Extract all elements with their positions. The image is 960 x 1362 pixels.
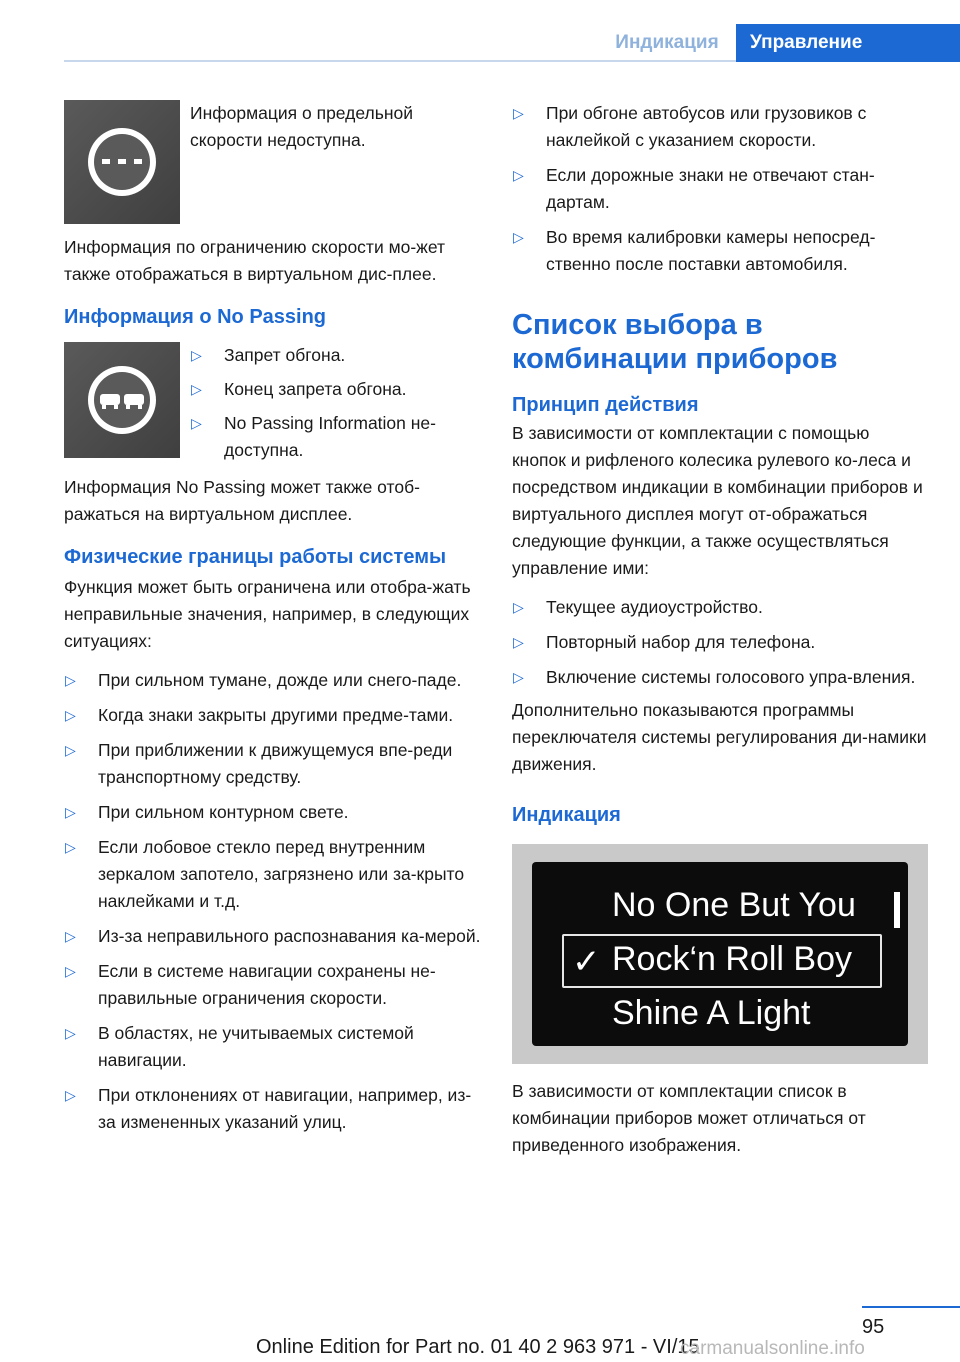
no-passing-icon bbox=[64, 342, 180, 458]
right-column bbox=[512, 100, 928, 1159]
bullet-triangle-icon: ▷ bbox=[65, 1025, 76, 1041]
scrollbar-indicator bbox=[894, 892, 900, 928]
cluster-list-item: No One But You bbox=[612, 886, 856, 924]
heading-display: Индикация bbox=[512, 804, 621, 826]
list-item: ▷ Повторный набор для телефона. bbox=[512, 629, 928, 656]
no-passing-block bbox=[64, 342, 484, 464]
watermark: carmanualsonline.info bbox=[680, 1338, 865, 1359]
list-item: ▷ Конец запрета обгона. bbox=[190, 376, 484, 403]
bullet-triangle-icon: ▷ bbox=[191, 415, 202, 431]
list-item: ▷ Во время калибровки камеры непосред-ственно после поставки автомобиля. bbox=[512, 224, 928, 278]
virtual-display-note: Информация по ограничению скорости мо-жет также отображаться в виртуальном дис-плее. bbox=[64, 237, 446, 284]
system-limits-list bbox=[64, 667, 484, 1136]
list-item: ▷ При отклонениях от навигации, например, из-за измененных указаний улиц. bbox=[64, 1082, 484, 1136]
bullet-triangle-icon: ▷ bbox=[513, 599, 524, 615]
list-item: ▷ При приближении к движущемуся впе-реди транспортному средству. bbox=[64, 737, 484, 791]
list-item: ▷ Из-за неправильного распознавания ка-мерой. bbox=[64, 923, 484, 950]
list-item: ▷ Если в системе навигации сохранены не-правильные ограничения скорости. bbox=[64, 958, 484, 1012]
bullet-triangle-icon: ▷ bbox=[65, 742, 76, 758]
heading-system-limits: Физические границы работы системы bbox=[64, 546, 447, 568]
cluster-list-item-selected: Rock‘n Roll Boy bbox=[612, 940, 852, 978]
bullet-triangle-icon: ▷ bbox=[191, 347, 202, 363]
heading-no-passing: Информация о No Passing bbox=[64, 306, 327, 328]
system-limits-intro: Функция может быть ограничена или отобра-жать неправильные значения, например, в следующих ситуациях: bbox=[64, 577, 471, 651]
list-item: ▷ При сильном тумане, дожде или снего-паде. bbox=[64, 667, 484, 694]
bullet-triangle-icon: ▷ bbox=[65, 707, 76, 723]
principle-text: В зависимости от комплектации с помощью кнопок и рифленого колесика рулевого ко-леса и посредством индикации в комбинации приборов и виртуального дисплея могут от-ображаться следующие функции, а также осуществляться управление ими: bbox=[512, 423, 923, 578]
edition-text: Online Edition for Part no. 01 40 2 963 971 - VI/15 bbox=[256, 1336, 700, 1358]
list-item: ▷ При обгоне автобусов или грузовиков с наклейкой с указанием скорости. bbox=[512, 100, 928, 154]
tab-upravlenie[interactable]: Управление bbox=[736, 24, 960, 62]
function-list bbox=[512, 594, 928, 691]
list-item: ▷ Если дорожные знаки не отвечают стан-дартам. bbox=[512, 162, 928, 216]
page-number: 95 bbox=[862, 1316, 885, 1338]
bullet-triangle-icon: ▷ bbox=[513, 669, 524, 685]
footer-rule bbox=[862, 1306, 960, 1308]
cluster-screen bbox=[532, 862, 908, 1046]
bullet-triangle-icon: ▷ bbox=[65, 963, 76, 979]
list-item: ▷ No Passing Information не-доступна. bbox=[190, 410, 484, 464]
bullet-triangle-icon: ▷ bbox=[513, 634, 524, 650]
list-item: ▷ Включение системы голосового упра-вления. bbox=[512, 664, 928, 691]
cluster-list-item: Shine A Light bbox=[612, 994, 811, 1032]
list-item: ▷ Когда знаки закрыты другими предме-тами. bbox=[64, 702, 484, 729]
no-passing-list bbox=[190, 342, 484, 464]
limits-continued-list bbox=[512, 100, 928, 278]
speed-info-unavailable-block bbox=[64, 100, 484, 224]
list-item: ▷ Если лобовое стекло перед внутренним зеркалом запотело, загрязнено или за-крыто наклейками и т.д. bbox=[64, 834, 484, 915]
bullet-triangle-icon: ▷ bbox=[513, 105, 524, 121]
tab-indikaciya[interactable]: Индикация bbox=[615, 32, 719, 53]
speed-info-unavailable-text: Информация о предельной скорости недоступна. bbox=[190, 103, 414, 150]
heading-principle: Принцип действия bbox=[512, 394, 699, 416]
checkmark-icon: ✓ bbox=[572, 943, 601, 981]
list-item: ▷ При сильном контурном свете. bbox=[64, 799, 484, 826]
list-item: ▷ В областях, не учитываемых системой навигации. bbox=[64, 1020, 484, 1074]
bullet-triangle-icon: ▷ bbox=[513, 229, 524, 245]
list-item: ▷ Запрет обгона. bbox=[190, 342, 484, 369]
section-title: Список выбора в комбинации приборов bbox=[512, 309, 838, 375]
final-note: В зависимости от комплектации список в комбинации приборов может отличаться от приведенного изображения. bbox=[512, 1081, 866, 1155]
instrument-cluster-list-image bbox=[512, 844, 928, 1064]
bullet-triangle-icon: ▷ bbox=[65, 804, 76, 820]
no-passing-virtual-display-note: Информация No Passing может также отоб-ражаться на виртуальном дисплее. bbox=[64, 477, 420, 524]
bullet-triangle-icon: ▷ bbox=[65, 928, 76, 944]
bullet-triangle-icon: ▷ bbox=[191, 381, 202, 397]
bullet-triangle-icon: ▷ bbox=[65, 1087, 76, 1103]
extra-programs-text: Дополнительно показываются программы переключателя системы регулирования ди-намики движения. bbox=[512, 700, 927, 774]
bullet-triangle-icon: ▷ bbox=[513, 167, 524, 183]
list-item: ▷ Текущее аудиоустройство. bbox=[512, 594, 928, 621]
bullet-triangle-icon: ▷ bbox=[65, 839, 76, 855]
left-column bbox=[64, 100, 484, 1136]
speed-limit-unavailable-icon bbox=[64, 100, 180, 224]
bullet-triangle-icon: ▷ bbox=[65, 672, 76, 688]
